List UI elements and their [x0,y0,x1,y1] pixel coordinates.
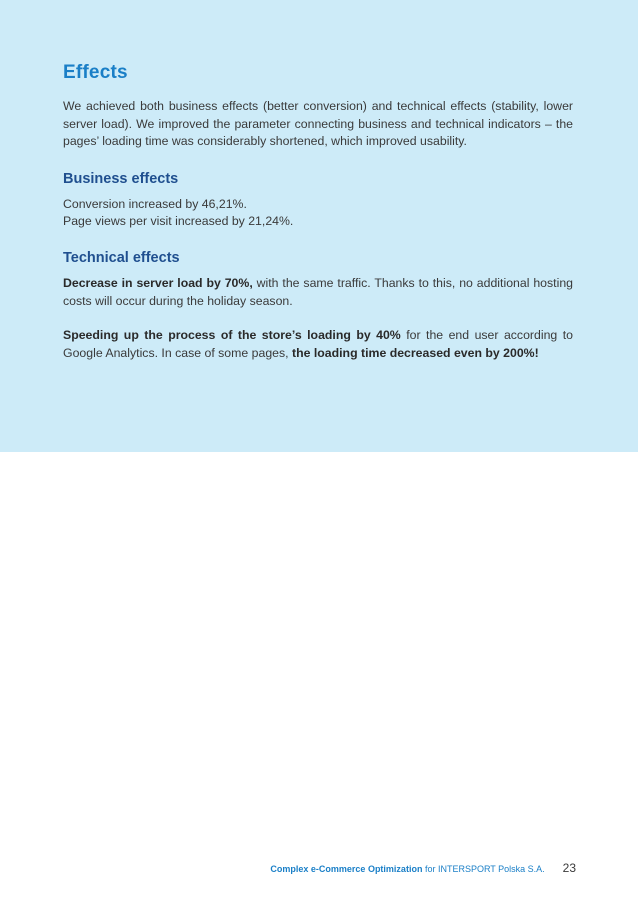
server-load-highlight: Decrease in server load by 70%, [63,275,253,290]
effects-panel [0,0,638,452]
server-load-text: with the same traffic. Thanks to this, no additional hosting costs will occur during the holiday season. [63,275,573,308]
business-effects-paragraph [63,196,573,231]
loading-speed-highlight: Speeding up the process of the store’s loading by 40% [63,328,401,343]
server-load-paragraph [63,275,573,310]
page-footer [270,861,576,875]
loading-time-highlight: the loading time decreased even by 200%! [292,345,539,360]
effects-intro-paragraph: We achieved both business effects (better conversion) and technical effects (stability, lower server load). We improved the parameter connecting business and technical indicators – the pages’ loading time was considerably shortened, which improved usability. [63,99,573,149]
loading-speed-paragraph [63,327,573,362]
page-views-line: Page views per visit increased by 21,24%. [63,214,294,229]
effects-heading: Effects [63,62,128,83]
business-effects-heading: Business effects [63,170,179,187]
loading-speed-text: for the end user according to Google Analytics. In case of some pages, [63,328,573,360]
technical-effects-heading: Technical effects [63,249,180,266]
footer-document-title: Complex e-Commerce Optimization [270,864,423,874]
effects-content [63,62,573,362]
page-number: 23 [562,861,576,875]
footer-client-name: for INTERSPORT Polska S.A. [422,864,545,874]
conversion-line: Conversion increased by 46,21%. [63,196,247,211]
